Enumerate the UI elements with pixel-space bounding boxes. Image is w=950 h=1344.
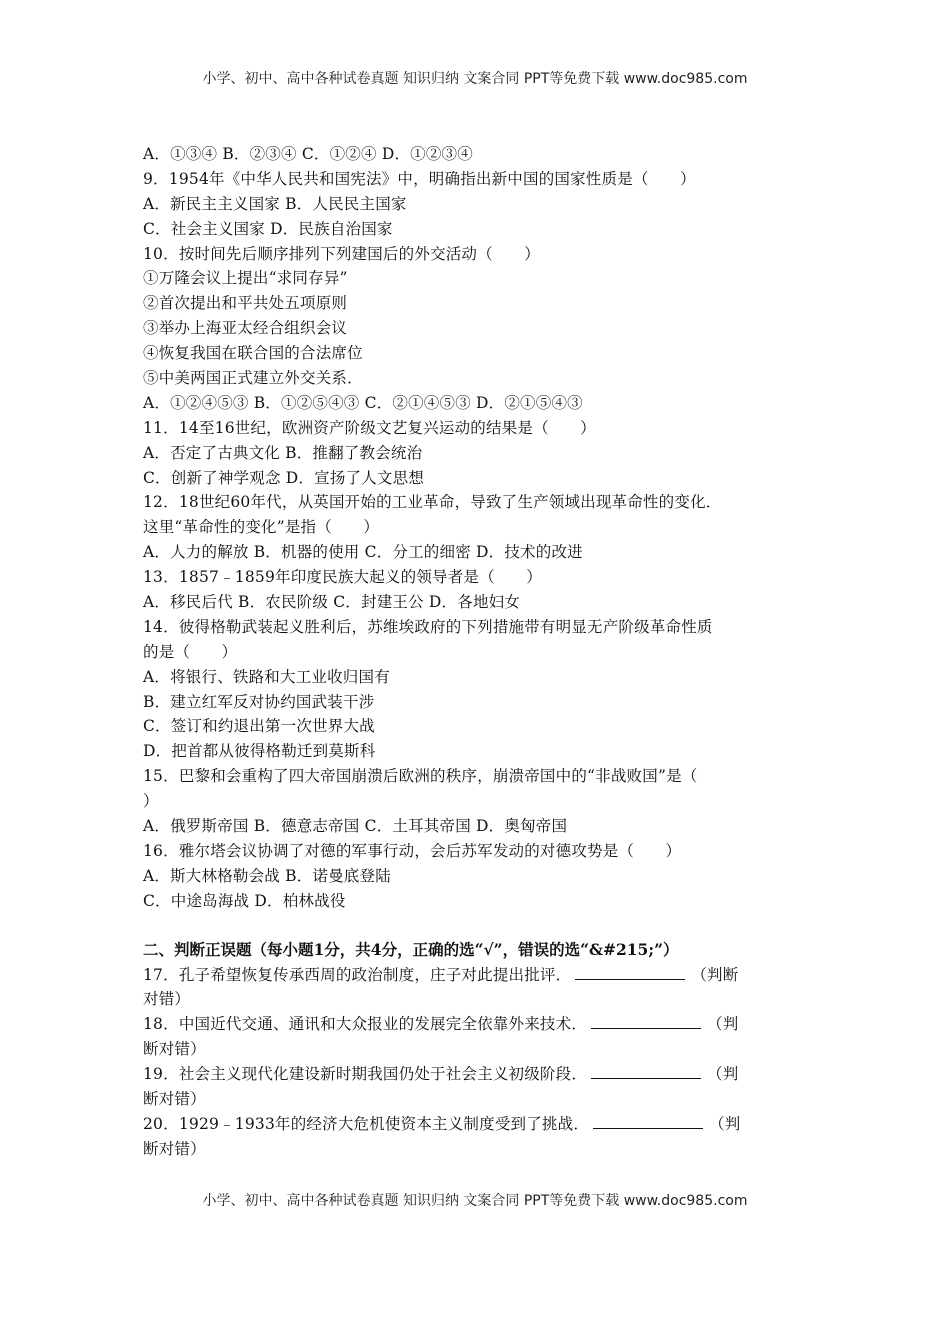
question-15-continued: ） (143, 792, 159, 811)
answer-blank[interactable] (575, 963, 685, 980)
options-line: B．建立红军反对协约国武装干涉 (143, 692, 375, 711)
question-13: 13．1857﹣1859年印度民族大起义的领导者是（ ） (143, 568, 542, 587)
question-16: 16．雅尔塔会议协调了对德的军事行动，会后苏军发动的对德攻势是（ ） (143, 841, 682, 860)
options-line: A．将银行、铁路和大工业收归国有 (143, 667, 390, 686)
text-line: A．①③④ B．②③④ C．①②④ D．①②③④ (143, 145, 473, 163)
judge-hint: （判 (707, 1015, 739, 1034)
question-12: 12．18世纪60年代，从英国开始的工业革命，导致了生产领域出现革命性的变化． (143, 493, 722, 512)
answer-blank[interactable] (591, 1062, 701, 1079)
options-line: C．中途岛海战 D．柏林战役 (143, 891, 346, 910)
list-item: ②首次提出和平共处五项原则 (143, 294, 348, 313)
options-line: C．社会主义国家 D．民族自治国家 (143, 219, 393, 238)
question-text: 20．1929﹣1933年的经济大危机使资本主义制度受到了挑战． (143, 1114, 590, 1133)
options-line: A．①②④⑤③ B．①②⑤④③ C．②①④⑤③ D．②①⑤④③ (143, 393, 583, 412)
question-14-continued: 的是（ ） (143, 642, 238, 661)
judge-hint: （判断 (691, 965, 739, 984)
judge-hint-continued: 断对错） (143, 1089, 206, 1108)
judge-hint-continued: 断对错） (143, 1139, 206, 1158)
question-14: 14．彼得格勒武装起义胜利后，苏维埃政府的下列措施带有明显无产阶级革命性质 (143, 617, 713, 636)
list-item: ③举办上海亚太经合组织会议 (143, 319, 348, 338)
question-text: 17．孔子希望恢复传承西周的政治制度，庄子对此提出批评． (143, 965, 572, 984)
true-false-item-18 (143, 1012, 811, 1062)
section-spacer (143, 914, 811, 938)
options-line: C．创新了神学观念 D．宣扬了人文思想 (143, 468, 425, 487)
options-line: A．俄罗斯帝国 B．德意志帝国 C．土耳其帝国 D．奥匈帝国 (143, 817, 568, 836)
list-item: ①万隆会议上提出“求同存异” (143, 269, 348, 288)
question-12-continued: 这里“革命性的变化”是指（ ） (143, 518, 380, 537)
question-text: 19．社会主义现代化建设新时期我国仍处于社会主义初级阶段． (143, 1065, 588, 1084)
judge-hint: （判 (709, 1114, 741, 1133)
options-line: D．把首都从彼得格勒迁到莫斯科 (143, 742, 376, 761)
page-footer: 小学、初中、高中各种试卷真题 知识归纳 文案合同 PPT等免费下载 www.doc985.com (202, 1193, 748, 1209)
question-11: 11．14至16世纪，欧洲资产阶级文艺复兴运动的结果是（ ） (143, 418, 596, 437)
list-item: ④恢复我国在联合国的合法席位 (143, 344, 363, 363)
exam-content (143, 142, 811, 1162)
section-title: 二、判断正误题（每小题1分，共4分，正确的选“√”，错误的选“&#215;”） (143, 939, 679, 959)
options-line: A．移民后代 B．农民阶级 C．封建王公 D．各地妇女 (143, 593, 521, 612)
options-line: A．人力的解放 B．机器的使用 C．分工的细密 D．技术的改进 (143, 543, 583, 562)
question-9: 9．1954年《中华人民共和国宪法》中，明确指出新中国的国家性质是（ ） (143, 169, 696, 188)
options-line: C．签订和约退出第一次世界大战 (143, 717, 375, 736)
judge-hint-continued: 对错） (143, 990, 191, 1009)
true-false-item-19 (143, 1062, 811, 1112)
true-false-item-17 (143, 963, 811, 1013)
page-header: 小学、初中、高中各种试卷真题 知识归纳 文案合同 PPT等免费下载 www.doc985.com (202, 71, 748, 87)
options-line: A．否定了古典文化 B．推翻了教会统治 (143, 443, 423, 462)
true-false-item-20 (143, 1112, 811, 1162)
judge-hint-continued: 断对错） (143, 1040, 206, 1059)
question-10: 10．按时间先后顺序排列下列建国后的外交活动（ ） (143, 244, 540, 263)
question-15: 15．巴黎和会重构了四大帝国崩溃后欧洲的秩序，崩溃帝国中的“非战败国”是（ (143, 767, 698, 786)
list-item: ⑤中美两国正式建立外交关系． (143, 369, 363, 388)
options-line: A．新民主主义国家 B．人民民主国家 (143, 194, 407, 213)
judge-hint: （判 (707, 1065, 739, 1084)
question-text: 18．中国近代交通、通讯和大众报业的发展完全依靠外来技术． (143, 1015, 588, 1034)
options-line: A．斯大林格勒会战 B．诺曼底登陆 (143, 866, 391, 885)
answer-blank[interactable] (593, 1112, 703, 1129)
answer-blank[interactable] (591, 1012, 701, 1029)
